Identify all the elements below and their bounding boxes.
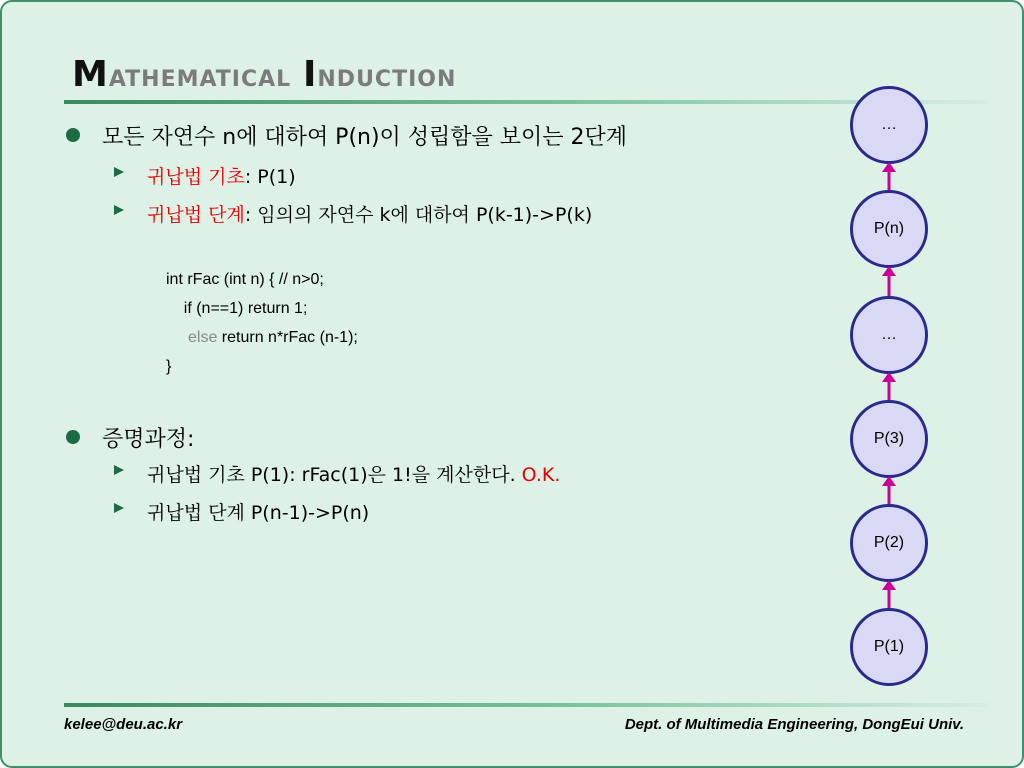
code-line-4: }	[166, 358, 172, 375]
sub-bullet-2-2-text: 귀납법 단계 P(n-1)->P(n)	[147, 502, 370, 524]
triangle-bullet-icon	[114, 205, 124, 215]
sub-bullet-1-1-highlight: 귀납법 기초	[147, 166, 245, 188]
chain-node-ellipsis-mid: …	[850, 296, 928, 374]
footer-divider	[64, 703, 989, 707]
chain-node-p3: P(3)	[850, 400, 928, 478]
triangle-bullet-icon	[114, 503, 124, 513]
up-arrow-icon	[880, 266, 898, 296]
code-line-1: int rFac (int n) { // n>0;	[166, 271, 324, 288]
footer-email: kelee@deu.ac.kr	[64, 716, 183, 733]
sub-bullet-1-2-highlight: 귀납법 단계	[147, 204, 245, 226]
sub-bullet-1-1-rest: : P(1)	[244, 166, 296, 188]
title-cap-m: M	[72, 54, 109, 95]
sub-bullet-2-1-ok: O.K.	[521, 464, 561, 486]
title-part-2: nduction	[317, 58, 457, 94]
code-line-3	[188, 329, 358, 347]
sub-bullet-1-1-text	[147, 162, 296, 189]
bullet-1-text: 모든 자연수 n에 대하여 P(n)이 성립함을 보이는 2단계	[102, 125, 628, 150]
sub-bullet-2-1-text	[147, 460, 560, 487]
footer-department: Dept. of Multimedia Engineering, DongEui Univ.	[624, 716, 964, 733]
title-cap-i: I	[302, 54, 318, 95]
up-arrow-icon	[880, 372, 898, 400]
chain-node-pn: P(n)	[850, 190, 928, 268]
triangle-bullet-icon	[114, 465, 124, 475]
induction-chain	[850, 86, 930, 691]
sub-bullet-1-2-rest: : 임의의 자연수 k에 대하여 P(k-1)->P(k)	[244, 204, 593, 226]
code-line-3-rest: return n*rFac (n-1);	[217, 329, 358, 346]
bullet-2-text: 증명과정:	[102, 427, 195, 452]
code-keyword-else: else	[188, 329, 218, 346]
chain-node-p2: P(2)	[850, 504, 928, 582]
bullet-dot-icon	[66, 128, 80, 142]
code-line-2: if (n==1) return 1;	[166, 300, 308, 317]
title-part-1: athematical	[108, 58, 303, 94]
sub-bullet-1-2-text	[147, 200, 592, 227]
up-arrow-icon	[880, 580, 898, 608]
triangle-bullet-icon	[114, 167, 124, 177]
up-arrow-icon	[880, 162, 898, 190]
up-arrow-icon	[880, 476, 898, 504]
chain-node-p1: P(1)	[850, 608, 928, 686]
sub-bullet-2-1-main: 귀납법 기초 P(1): rFac(1)은 1!을 계산한다.	[147, 464, 522, 486]
bullet-dot-icon	[66, 430, 80, 444]
chain-node-ellipsis-top: …	[850, 86, 928, 164]
slide-title	[72, 54, 456, 95]
